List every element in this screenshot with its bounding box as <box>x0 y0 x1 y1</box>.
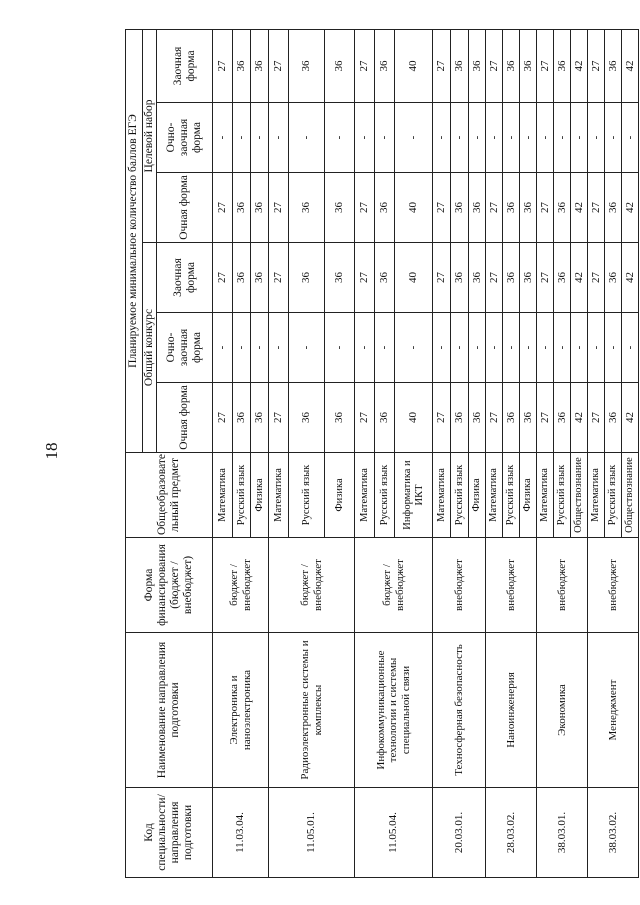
general-extramural-score: 27 <box>486 243 503 313</box>
header-code: Код специальности/ направления подготовки <box>126 788 213 878</box>
target-extramural-score: 40 <box>395 29 433 102</box>
target-full-time-score: 36 <box>375 173 395 243</box>
general-extramural-score: 27 <box>213 243 233 313</box>
target-full-time-score: 27 <box>355 173 375 243</box>
header-target-full-time: Очная форма <box>157 173 213 243</box>
general-part-time-score: - <box>537 313 554 383</box>
general-full-time-score: 36 <box>605 383 622 453</box>
target-extramural-score: 36 <box>605 29 622 102</box>
target-part-time-score: - <box>375 103 395 173</box>
finance-form: внебюджет <box>433 538 486 633</box>
subject-name: Математика <box>486 453 503 538</box>
general-full-time-score: 36 <box>251 383 269 453</box>
header-general-part-time: Очно-заочная форма <box>157 313 213 383</box>
program-name: Электроника и наноэлектроника <box>213 633 269 788</box>
general-extramural-score: 27 <box>269 243 289 313</box>
target-extramural-score: 27 <box>269 29 289 102</box>
target-part-time-score: - <box>213 103 233 173</box>
subject-name: Русский язык <box>289 453 325 538</box>
general-part-time-score: - <box>395 313 433 383</box>
general-full-time-score: 27 <box>588 383 605 453</box>
general-part-time-score: - <box>469 313 486 383</box>
general-part-time-score: - <box>486 313 503 383</box>
target-part-time-score: - <box>251 103 269 173</box>
finance-form: бюджет / внебюджет <box>355 538 433 633</box>
target-part-time-score: - <box>537 103 554 173</box>
subject-name: Обществознание <box>622 453 639 538</box>
target-extramural-score: 36 <box>233 29 251 102</box>
target-extramural-score: 36 <box>554 29 571 102</box>
general-extramural-score: 27 <box>537 243 554 313</box>
general-full-time-score: 27 <box>537 383 554 453</box>
general-full-time-score: 27 <box>355 383 375 453</box>
target-full-time-score: 27 <box>213 173 233 243</box>
target-part-time-score: - <box>469 103 486 173</box>
general-part-time-score: - <box>520 313 537 383</box>
general-part-time-score: - <box>325 313 355 383</box>
header-target-part-time: Очно-заочная форма <box>157 103 213 173</box>
target-part-time-score: - <box>325 103 355 173</box>
target-extramural-score: 36 <box>520 29 537 102</box>
table-row <box>433 29 451 877</box>
subject-name: Физика <box>251 453 269 538</box>
target-part-time-score: - <box>622 103 639 173</box>
general-extramural-score: 36 <box>375 243 395 313</box>
target-extramural-score: 27 <box>588 29 605 102</box>
table-row <box>588 29 605 877</box>
general-extramural-score: 36 <box>605 243 622 313</box>
general-part-time-score: - <box>233 313 251 383</box>
target-full-time-score: 36 <box>289 173 325 243</box>
target-extramural-score: 42 <box>622 29 639 102</box>
target-full-time-score: 27 <box>433 173 451 243</box>
target-full-time-score: 36 <box>251 173 269 243</box>
general-full-time-score: 42 <box>622 383 639 453</box>
general-full-time-score: 42 <box>571 383 588 453</box>
target-part-time-score: - <box>395 103 433 173</box>
program-code: 20.03.01. <box>433 788 486 878</box>
target-part-time-score: - <box>433 103 451 173</box>
header-planned: Планируемое минимальное количество баллов ЕГЭ <box>126 29 143 452</box>
finance-form: внебюджет <box>537 538 588 633</box>
finance-form: внебюджет <box>486 538 537 633</box>
general-full-time-score: 36 <box>325 383 355 453</box>
subject-name: Математика <box>269 453 289 538</box>
header-general-full-time: Очная форма <box>157 383 213 453</box>
table-row <box>269 29 289 877</box>
target-full-time-score: 27 <box>537 173 554 243</box>
scores-table-container <box>125 30 636 878</box>
target-part-time-score: - <box>588 103 605 173</box>
general-extramural-score: 36 <box>325 243 355 313</box>
target-part-time-score: - <box>355 103 375 173</box>
general-part-time-score: - <box>554 313 571 383</box>
subject-name: Математика <box>433 453 451 538</box>
general-extramural-score: 27 <box>433 243 451 313</box>
header-target-extramural: Заочная форма <box>157 29 213 102</box>
target-full-time-score: 36 <box>451 173 469 243</box>
target-extramural-score: 27 <box>355 29 375 102</box>
general-extramural-score: 36 <box>503 243 520 313</box>
general-extramural-score: 36 <box>554 243 571 313</box>
general-part-time-score: - <box>588 313 605 383</box>
target-part-time-score: - <box>269 103 289 173</box>
general-extramural-score: 36 <box>451 243 469 313</box>
general-full-time-score: 36 <box>503 383 520 453</box>
scores-table <box>125 29 639 878</box>
general-part-time-score: - <box>355 313 375 383</box>
general-full-time-score: 36 <box>233 383 251 453</box>
subject-name: Русский язык <box>375 453 395 538</box>
program-code: 28.03.02. <box>486 788 537 878</box>
general-full-time-score: 36 <box>289 383 325 453</box>
subject-name: Математика <box>588 453 605 538</box>
subject-name: Русский язык <box>503 453 520 538</box>
table-row <box>486 29 503 877</box>
subject-name: Русский язык <box>605 453 622 538</box>
target-full-time-score: 36 <box>520 173 537 243</box>
finance-form: внебюджет <box>588 538 639 633</box>
target-full-time-score: 36 <box>469 173 486 243</box>
general-extramural-score: 27 <box>355 243 375 313</box>
general-extramural-score: 36 <box>520 243 537 313</box>
target-extramural-score: 27 <box>213 29 233 102</box>
target-extramural-score: 36 <box>375 29 395 102</box>
header-target: Целевой набор <box>143 29 157 242</box>
general-extramural-score: 42 <box>622 243 639 313</box>
subject-name: Физика <box>325 453 355 538</box>
finance-form: бюджет / внебюджет <box>213 538 269 633</box>
target-extramural-score: 27 <box>433 29 451 102</box>
table-row <box>213 29 233 877</box>
program-code: 11.03.04. <box>213 788 269 878</box>
subject-name: Обществознание <box>571 453 588 538</box>
program-code: 38.03.01. <box>537 788 588 878</box>
general-part-time-score: - <box>503 313 520 383</box>
program-name: Наноинженерия <box>486 633 537 788</box>
program-name: Радиоэлектронные системы и комплексы <box>269 633 355 788</box>
target-part-time-score: - <box>233 103 251 173</box>
header-general: Общий конкурс <box>143 243 157 453</box>
page-number: 18 <box>42 442 61 460</box>
target-full-time-score: 36 <box>554 173 571 243</box>
general-part-time-score: - <box>289 313 325 383</box>
general-full-time-score: 36 <box>375 383 395 453</box>
program-name: Инфокоммуникационные технологии и системы специальной связи <box>355 633 433 788</box>
general-part-time-score: - <box>269 313 289 383</box>
target-extramural-score: 36 <box>503 29 520 102</box>
general-full-time-score: 36 <box>469 383 486 453</box>
target-extramural-score: 27 <box>486 29 503 102</box>
program-name: Экономика <box>537 633 588 788</box>
subject-name: Физика <box>520 453 537 538</box>
general-extramural-score: 40 <box>395 243 433 313</box>
general-extramural-score: 42 <box>571 243 588 313</box>
target-extramural-score: 42 <box>571 29 588 102</box>
general-full-time-score: 27 <box>213 383 233 453</box>
target-extramural-score: 36 <box>289 29 325 102</box>
target-part-time-score: - <box>289 103 325 173</box>
general-extramural-score: 36 <box>289 243 325 313</box>
program-name: Менеджмент <box>588 633 639 788</box>
target-part-time-score: - <box>520 103 537 173</box>
general-part-time-score: - <box>571 313 588 383</box>
finance-form: бюджет / внебюджет <box>269 538 355 633</box>
table-row <box>355 29 375 877</box>
general-extramural-score: 36 <box>251 243 269 313</box>
target-full-time-score: 42 <box>571 173 588 243</box>
general-full-time-score: 27 <box>486 383 503 453</box>
target-full-time-score: 36 <box>325 173 355 243</box>
table-body <box>213 29 639 877</box>
target-full-time-score: 27 <box>486 173 503 243</box>
header-general-extramural: Заочная форма <box>157 243 213 313</box>
program-code: 38.03.02. <box>588 788 639 878</box>
subject-name: Математика <box>537 453 554 538</box>
target-part-time-score: - <box>486 103 503 173</box>
program-code: 11.05.01. <box>269 788 355 878</box>
general-full-time-score: 36 <box>520 383 537 453</box>
general-full-time-score: 36 <box>554 383 571 453</box>
table-row <box>537 29 554 877</box>
general-full-time-score: 27 <box>269 383 289 453</box>
target-full-time-score: 40 <box>395 173 433 243</box>
header-name: Наименование направления подготовки <box>126 633 213 788</box>
target-extramural-score: 36 <box>325 29 355 102</box>
general-extramural-score: 36 <box>469 243 486 313</box>
general-part-time-score: - <box>605 313 622 383</box>
header-finance: Форма финансирования (бюджет / внебюджет) <box>126 538 213 633</box>
target-full-time-score: 27 <box>269 173 289 243</box>
general-extramural-score: 36 <box>233 243 251 313</box>
subject-name: Математика <box>355 453 375 538</box>
target-part-time-score: - <box>554 103 571 173</box>
general-part-time-score: - <box>451 313 469 383</box>
target-extramural-score: 27 <box>537 29 554 102</box>
general-full-time-score: 27 <box>433 383 451 453</box>
general-part-time-score: - <box>433 313 451 383</box>
header-subject: Общеобразовате льный предмет <box>126 453 213 538</box>
subject-name: Математика <box>213 453 233 538</box>
program-name: Техносферная безопасность <box>433 633 486 788</box>
target-part-time-score: - <box>571 103 588 173</box>
subject-name: Русский язык <box>451 453 469 538</box>
subject-name: Физика <box>469 453 486 538</box>
target-full-time-score: 36 <box>233 173 251 243</box>
target-part-time-score: - <box>503 103 520 173</box>
target-part-time-score: - <box>451 103 469 173</box>
program-code: 11.05.04. <box>355 788 433 878</box>
target-part-time-score: - <box>605 103 622 173</box>
general-full-time-score: 36 <box>451 383 469 453</box>
general-part-time-score: - <box>622 313 639 383</box>
target-full-time-score: 36 <box>503 173 520 243</box>
target-extramural-score: 36 <box>469 29 486 102</box>
subject-name: Русский язык <box>233 453 251 538</box>
general-extramural-score: 27 <box>588 243 605 313</box>
target-extramural-score: 36 <box>251 29 269 102</box>
target-full-time-score: 42 <box>622 173 639 243</box>
subject-name: Русский язык <box>554 453 571 538</box>
general-part-time-score: - <box>251 313 269 383</box>
general-full-time-score: 40 <box>395 383 433 453</box>
target-full-time-score: 27 <box>588 173 605 243</box>
general-part-time-score: - <box>375 313 395 383</box>
target-full-time-score: 36 <box>605 173 622 243</box>
target-extramural-score: 36 <box>451 29 469 102</box>
subject-name: Информатика и ИКТ <box>395 453 433 538</box>
general-part-time-score: - <box>213 313 233 383</box>
